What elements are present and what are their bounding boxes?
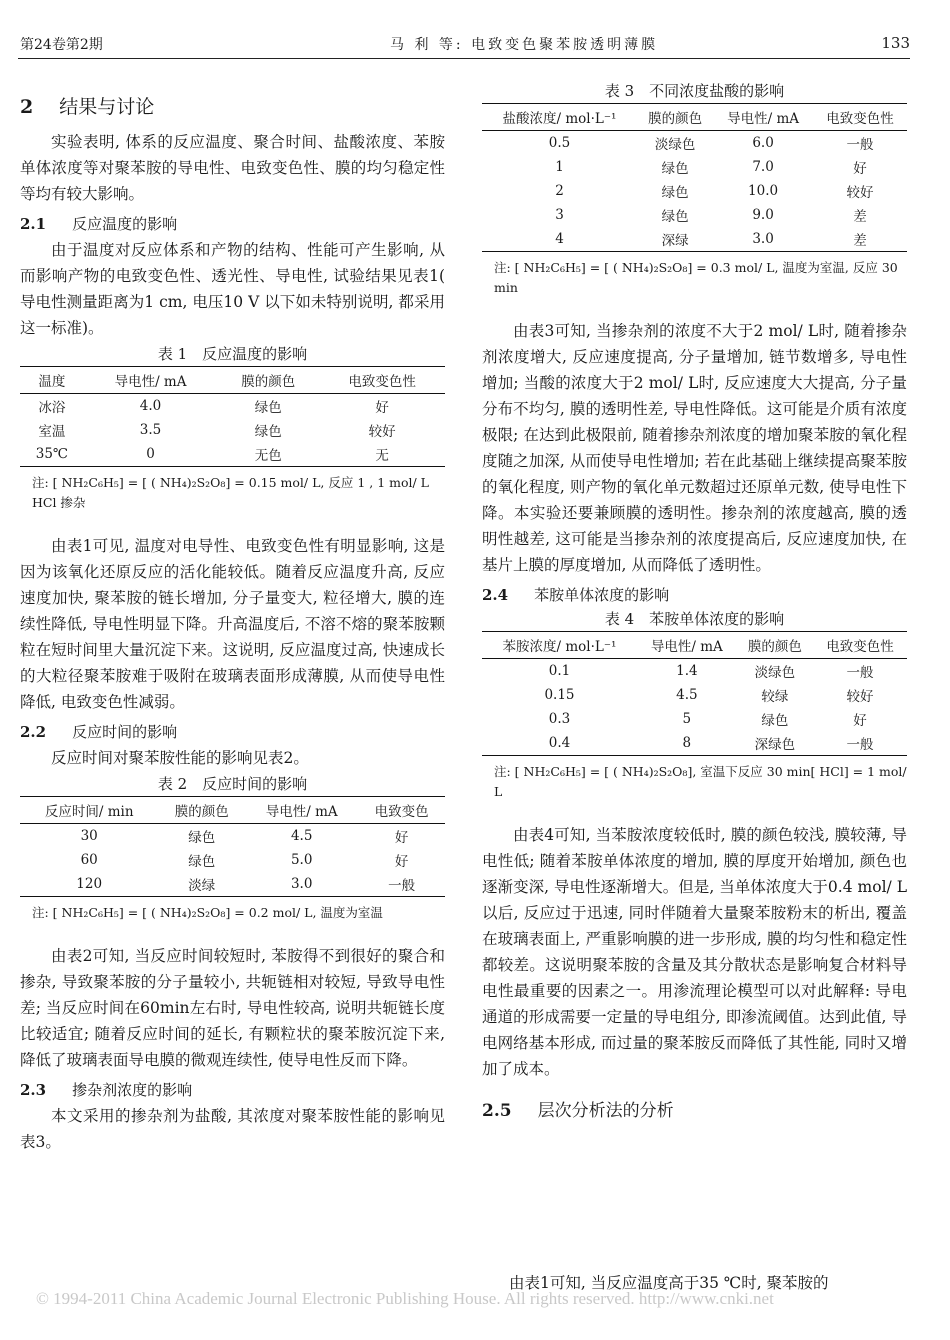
- table-cell: 好: [853, 161, 867, 177]
- table-cell: 60: [80, 852, 98, 868]
- table-cell: 深绿: [637, 227, 713, 252]
- table-cell: 5.0: [290, 852, 313, 868]
- copyright-watermark: © 1994-2011 China Academic Journal Electronic Publishing House. All rights reserved. http://www.cnki.net: [36, 1289, 774, 1308]
- section-2-intro: 实验表明, 体系的反应温度、聚合时间、盐酸浓度、苯胺单体浓度等对聚苯胺的导电性、电致变色性、膜的均匀稳定性等均有较大影响。: [20, 133, 445, 203]
- table-cell: 3.5: [139, 422, 162, 438]
- table-cell: 差: [853, 209, 867, 225]
- table-4-note: 注: [ NH₂C₆H₅] = [ ( NH₄)₂S₂O₈], 室温下反应 30 min[ HCl] = 1 mol/ L: [494, 764, 907, 799]
- table-cell: 淡绿色: [654, 137, 696, 153]
- page-number: 133: [881, 34, 910, 52]
- table-cell: 35℃: [20, 442, 84, 467]
- table-cell: 好: [394, 854, 409, 870]
- table-cell: 差: [813, 227, 907, 252]
- subsection-2-4-heading: [482, 584, 907, 605]
- table-cell: 淡绿: [158, 872, 245, 897]
- table-row: [482, 179, 907, 203]
- table-cell: 2: [555, 183, 564, 199]
- subsection-2-3-heading: [20, 1079, 445, 1100]
- s23-para1: 本文采用的掺杂剂为盐酸, 其浓度对聚苯胺性能的影响见表3。: [20, 1107, 445, 1151]
- table-cell: 4.5: [290, 828, 313, 844]
- table-cell: 绿色: [188, 830, 216, 846]
- section-title: 结果与讨论: [59, 96, 155, 118]
- table-header-cell: 导电性/ mA: [245, 797, 358, 824]
- table-row: [20, 442, 445, 467]
- table-row: [482, 659, 907, 684]
- subsection-title: 层次分析法的分析: [537, 1101, 674, 1121]
- table-cell: 1: [555, 159, 564, 175]
- table-cell: 较好: [846, 689, 874, 705]
- table-header-cell: 膜的颜色: [217, 367, 319, 394]
- page-header: [20, 34, 910, 58]
- table-cell: 4: [482, 227, 637, 252]
- table-cell: 7.0: [752, 159, 774, 175]
- table-header-cell: 膜的颜色: [737, 632, 813, 659]
- table-row: [482, 707, 907, 731]
- table-3: [482, 103, 907, 252]
- table-row: [20, 394, 445, 419]
- table-cell: 较好: [368, 424, 396, 440]
- header-rule: [18, 58, 910, 59]
- table-cell: 3.0: [245, 872, 358, 897]
- table-row: [482, 731, 907, 756]
- table-cell: 一般: [846, 665, 874, 681]
- table-row: [20, 824, 445, 849]
- s21-para1: 由于温度对反应体系和产物的结构、性能可产生影响, 从而影响产物的电致变色性、透光性、导电性, 试验结果见表1( 导电性测量距离为1 cm, 电压10 V 以下如未特别说明, 都采用这一标准)。: [20, 241, 445, 337]
- s24-para2: 由表4可知, 当苯胺浓度较低时, 膜的颜色较浅, 膜较薄, 导电性低; 随着苯胺单体浓度的增加, 膜的厚度开始增加, 颜色也逐渐变深, 导电性逐渐增大。但是, 当单体浓度大于0.4 mol/ L以后, 反应过于迅速, 同时伴随着大量聚苯胺粉末的析出, 覆盖在玻璃表面上, 严重影响膜的进一步形成, 膜的均匀性和稳定性都较差。这说明聚苯胺的含量及其分散状态是影响复合材料导电性最重要的因素之一。用渗流理论模型可以对此解释: 导电通道的形成需要一定量的导电组分, 即渗流阈值。达到此值, 导电网络基本形成, 而过量的聚苯胺反而降低了其性能, 同时又增加了成本。: [482, 826, 907, 1078]
- section-number: 2: [20, 96, 34, 118]
- table-header-cell: 电致变色性: [813, 632, 907, 659]
- table-header-cell: 膜的颜色: [637, 104, 713, 131]
- table-header-cell: 电致变色性: [319, 367, 445, 394]
- table-2-caption: 表 2 反应时间的影响: [157, 775, 308, 793]
- table-row: [482, 131, 907, 156]
- table-cell: 4.5: [676, 687, 698, 703]
- table-cell: 绿色: [761, 713, 789, 729]
- subsection-number: 2.4: [482, 586, 509, 604]
- subsection-title: 反应时间的影响: [72, 723, 178, 741]
- table-1-caption: 表 1 反应温度的影响: [157, 345, 308, 363]
- subsection-2-5-heading: [482, 1096, 907, 1121]
- table-cell: 无: [319, 442, 445, 467]
- table-cell: 淡绿色: [754, 665, 796, 681]
- table-row: [482, 227, 907, 252]
- running-title: 马 利 等: 电致变色聚苯胺透明薄膜: [390, 37, 659, 53]
- table-header-cell: 反应时间/ min: [20, 797, 158, 824]
- table-cell: 好: [853, 713, 867, 729]
- table-header-cell: 电致变色: [358, 797, 445, 824]
- subsection-title: 掺杂剂浓度的影响: [72, 1081, 193, 1099]
- s22-para1: 反应时间对聚苯胺性能的影响见表2。: [51, 749, 309, 767]
- table-cell: 好: [394, 830, 409, 846]
- table-4: [482, 631, 907, 756]
- right-column: [482, 78, 907, 1131]
- table-header-cell: 盐酸浓度/ mol·L⁻¹: [482, 104, 637, 131]
- subsection-title: 苯胺单体浓度的影响: [534, 586, 670, 604]
- table-cell: 绿色: [188, 854, 216, 870]
- table-header-cell: 导电性/ mA: [84, 367, 217, 394]
- table-header-cell: 温度: [20, 367, 84, 394]
- table-cell: 一般: [813, 731, 907, 756]
- table-cell: 绿色: [661, 209, 689, 225]
- table-cell: 0.5: [548, 135, 571, 151]
- table-cell: 一般: [846, 137, 874, 153]
- table-2-note: 注: [ NH₂C₆H₅] = [ ( NH₄)₂S₂O₈] = 0.2 mol/ L, 温度为室温: [32, 905, 383, 920]
- subsection-title: 反应温度的影响: [72, 215, 178, 233]
- table-cell: 8: [637, 731, 737, 756]
- table-cell: 绿色: [254, 400, 282, 416]
- table-cell: 3.0: [713, 227, 813, 252]
- table-cell: 0: [84, 442, 217, 467]
- table-3-note: 注: [ NH₂C₆H₅] = [ ( NH₄)₂S₂O₈] = 0.3 mol/ L, 温度为室温, 反应 30 min: [494, 260, 898, 295]
- table-cell: 较好: [846, 185, 874, 201]
- subsection-number: 2.5: [482, 1101, 512, 1121]
- table-cell: 冰浴: [38, 400, 66, 416]
- subsection-number: 2.3: [20, 1081, 47, 1099]
- s23-para2: 由表3可知, 当掺杂剂的浓度不大于2 mol/ L时, 随着掺杂剂浓度增大, 反应速度提高, 分子量增加, 链节数增多, 导电性增加; 当酸的浓度大于2 mol/ L时, 反应速度大大提高, 分子量分布不均匀, 膜的透明性差, 导电性降低。这可能是介质有浓度极限; 在达到此极限前, 随着掺杂剂浓度的增加聚苯胺的氧化程度随之加深, 从而使导电性增加; 若在此基础上继续提高聚苯胺的氧化程度, 则产物的氧化单元数超过还原单元数, 使导电性下降。本实验还要兼顾膜的透明性。掺杂剂的浓度越高, 膜的透明性越差, 这可能是当掺杂剂的浓度提高后, 反应速度加快, 在基片上膜的厚度增加, 从而降低了透明性。: [482, 322, 907, 574]
- s22-para2: 由表2可知, 当反应时间较短时, 苯胺得不到很好的聚合和掺杂, 导致聚苯胺的分子量较小, 共轭链相对较短, 导致导电性差; 当反应时间在60min左右时, 导电性较高, 说明共轭链长度比较适宜; 随着反应时间的延长, 有颗粒状的聚苯胺沉淀下来, 降低了玻璃表面导电膜的微观连续性, 使导电性反而下降。: [20, 947, 445, 1069]
- table-header-cell: 导电性/ mA: [637, 632, 737, 659]
- table-cell: 120: [20, 872, 158, 897]
- table-cell: 好: [375, 400, 389, 416]
- table-cell: 室温: [38, 424, 66, 440]
- table-cell: 无色: [217, 442, 319, 467]
- table-cell: 9.0: [752, 207, 774, 223]
- table-header-cell: 膜的颜色: [158, 797, 245, 824]
- table-header-cell: 导电性/ mA: [713, 104, 813, 131]
- table-row: [482, 203, 907, 227]
- table-cell: 0.15: [544, 687, 575, 703]
- table-row: [20, 418, 445, 442]
- table-cell: 0.1: [548, 663, 571, 679]
- subsection-number: 2.2: [20, 723, 47, 741]
- table-cell: 0.4: [482, 731, 637, 756]
- table-cell: 深绿色: [737, 731, 813, 756]
- table-header-cell: 苯胺浓度/ mol·L⁻¹: [482, 632, 637, 659]
- table-row: [482, 155, 907, 179]
- table-cell: 绿色: [661, 185, 689, 201]
- table-cell: 3: [555, 207, 564, 223]
- table-cell: 0.3: [548, 711, 571, 727]
- subsection-number: 2.1: [20, 215, 47, 233]
- table-3-caption: 表 3 不同浓度盐酸的影响: [604, 82, 785, 100]
- table-cell: 4.0: [139, 398, 162, 414]
- table-2: [20, 796, 445, 897]
- table-cell: 5: [682, 711, 692, 727]
- table-4-caption: 表 4 苯胺单体浓度的影响: [604, 610, 785, 628]
- section-2-heading: [20, 92, 445, 119]
- table-1-note: 注: [ NH₂C₆H₅] = [ ( NH₄)₂S₂O₈] = 0.15 mol/ L, 反应 1 , 1 mol/ L HCl 掺杂: [32, 475, 429, 510]
- table-row: [20, 872, 445, 897]
- table-cell: 较绿: [761, 689, 789, 705]
- left-column: [20, 80, 445, 1155]
- table-cell: 一般: [358, 872, 445, 897]
- table-cell: 1.4: [676, 663, 698, 679]
- table-1: [20, 366, 445, 467]
- journal-issue: 第24卷第2期: [20, 37, 103, 53]
- s21-para2: 由表1可见, 温度对电导性、电致变色性有明显影响, 这是因为该氧化还原反应的活化能较低。随着反应温度升高, 反应速度加快, 聚苯胺的链长增加, 分子量变大, 粒径增大, 膜的连续性降低, 导电性明显下降。升高温度后, 不溶不熔的聚苯胺颗粒在短时间里大量沉淀下来。这说明, 反应温度过高, 快速成长的大粒径聚苯胺难于吸附在玻璃表面形成薄膜, 从而使导电性降低, 电致变色性减弱。: [20, 537, 445, 711]
- table-cell: 30: [80, 828, 98, 844]
- table-header-cell: 电致变色性: [813, 104, 907, 131]
- table-cell: 6.0: [752, 135, 774, 151]
- table-row: [20, 848, 445, 872]
- subsection-2-2-heading: [20, 721, 445, 742]
- table-row: [482, 683, 907, 707]
- subsection-2-1-heading: [20, 213, 445, 234]
- table-cell: 绿色: [254, 424, 282, 440]
- table-cell: 10.0: [748, 183, 779, 199]
- table-cell: 绿色: [661, 161, 689, 177]
- s25-para1: 由表1可知, 当反应温度高于35 ℃时, 聚苯胺的: [509, 1274, 829, 1292]
